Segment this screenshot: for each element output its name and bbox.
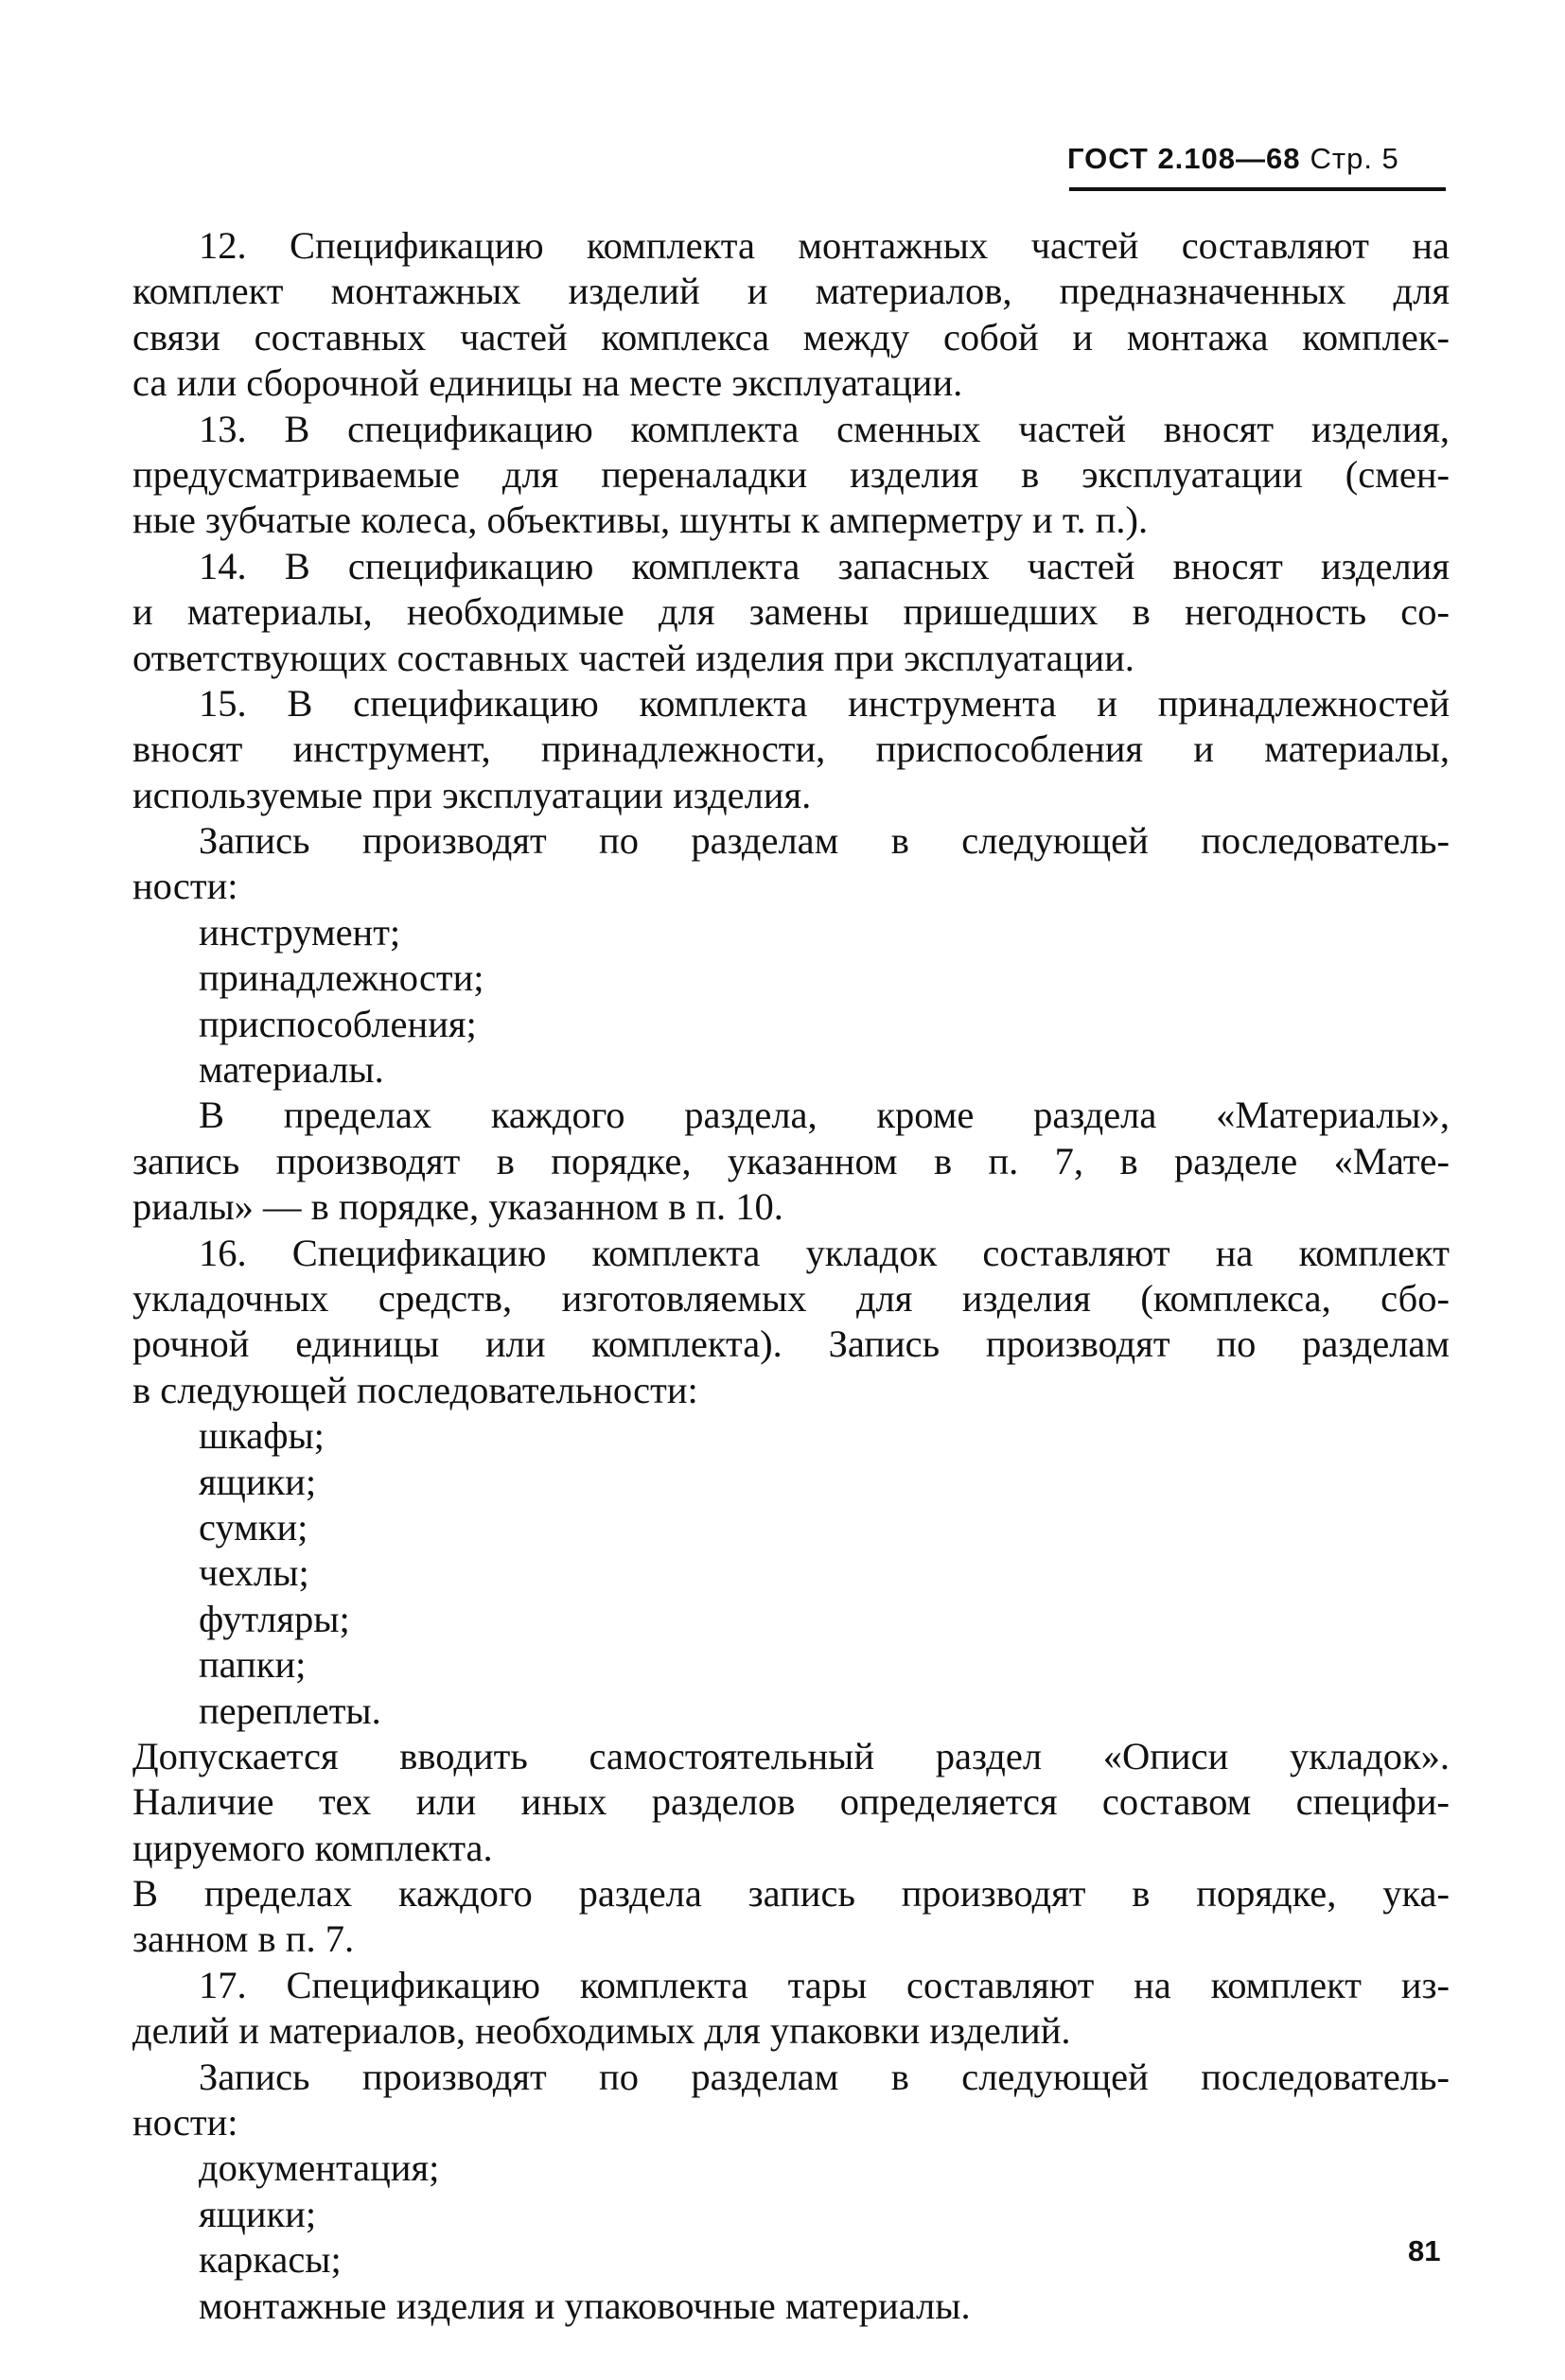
text-line: риалы» — в порядке, указанном в п. 10. — [132, 1185, 783, 1229]
text-line: рочной единицы или комплекта). Запись производят по разделам — [132, 1322, 1450, 1366]
list-item: монтажные изделия и упаковочные материалы. — [199, 2284, 971, 2327]
text-line: занном в п. 7. — [132, 1917, 355, 1961]
text-line: ности: — [132, 865, 238, 908]
text-line: вносят инструмент, принадлежности, приспособления и материалы, — [132, 727, 1450, 771]
list-item: принадлежности; — [199, 956, 484, 1000]
list-item: материалы. — [199, 1048, 384, 1092]
text-line: связи составных частей комплекса между собой и монтажа комплек- — [132, 315, 1450, 359]
text-line: делий и материалов, необходимых для упаковки изделий. — [132, 2009, 1071, 2053]
text-line: Допускается вводить самостоятельный раздел «Описи укладок». — [132, 1734, 1450, 1777]
text-line: Наличие тех или иных разделов определяется составом специфи- — [132, 1780, 1450, 1824]
text-line: 12. Спецификацию комплекта монтажных частей составляют на — [199, 224, 1450, 267]
text-line: Запись производят по разделам в следующей последователь- — [199, 819, 1450, 863]
list-item: приспособления; — [199, 1002, 477, 1045]
text-line: 15. В спецификацию комплекта инструмента и принадлежностей — [199, 681, 1450, 725]
text-line: предусматриваемые для переналадки изделия в эксплуатации (смен- — [132, 452, 1450, 496]
text-line: 13. В спецификацию комплекта сменных частей вносят изделия, — [199, 407, 1450, 450]
list-item: футляры; — [199, 1597, 350, 1640]
list-item: инструмент; — [199, 910, 401, 954]
list-item: переплеты. — [199, 1689, 381, 1732]
text-line: комплект монтажных изделий и материалов, предназначенных для — [132, 270, 1450, 313]
standard-designation: ГОСТ 2.108—68 — [1067, 142, 1301, 175]
text-line: используемые при эксплуатации изделия. — [132, 773, 812, 816]
text-line: са или сборочной единицы на месте эксплуатации. — [132, 361, 963, 405]
list-item: чехлы; — [199, 1551, 309, 1595]
text-line: запись производят в порядке, указанном в п. 7, в разделе «Мате- — [132, 1139, 1450, 1182]
text-line: ности: — [132, 2101, 238, 2144]
body-text — [132, 223, 1450, 2329]
list-item: шкафы; — [199, 1414, 325, 1458]
text-line: 14. В спецификацию комплекта запасных частей вносят изделия — [199, 544, 1450, 587]
list-item: документация; — [199, 2146, 440, 2190]
header-rule — [1069, 187, 1446, 191]
page-number: 81 — [1408, 2234, 1441, 2267]
page-header — [1067, 142, 1446, 187]
text-line: укладочных средств, изготовляемых для изделия (комплекса, сбо- — [132, 1276, 1450, 1320]
text-line: Запись производят по разделам в следующей последователь- — [199, 2055, 1450, 2098]
text-line: ответствующих составных частей изделия при эксплуатации. — [132, 636, 1134, 679]
text-line: В пределах каждого раздела запись производят в порядке, ука- — [132, 1872, 1450, 1916]
list-item: ящики; — [199, 1460, 317, 1503]
list-item: сумки; — [199, 1505, 308, 1549]
page-label: Стр. 5 — [1310, 142, 1399, 175]
text-line: ные зубчатые колеса, объективы, шунты к амперметру и т. п.). — [132, 499, 1149, 542]
text-line: 16. Спецификацию комплекта укладок составляют на комплект — [199, 1231, 1450, 1274]
text-line: цируемого комплекта. — [132, 1826, 493, 1869]
text-line: В пределах каждого раздела, кроме раздела «Материалы», — [199, 1094, 1450, 1137]
text-line: 17. Спецификацию комплекта тары составляют на комплект из- — [199, 1963, 1450, 2006]
list-item: папки; — [199, 1643, 307, 1687]
list-item: каркасы; — [199, 2238, 342, 2282]
text-line: и материалы, необходимые для замены пришедших в негодность со- — [132, 590, 1450, 634]
text-line: в следующей последовательности: — [132, 1368, 698, 1411]
list-item: ящики; — [199, 2192, 317, 2235]
